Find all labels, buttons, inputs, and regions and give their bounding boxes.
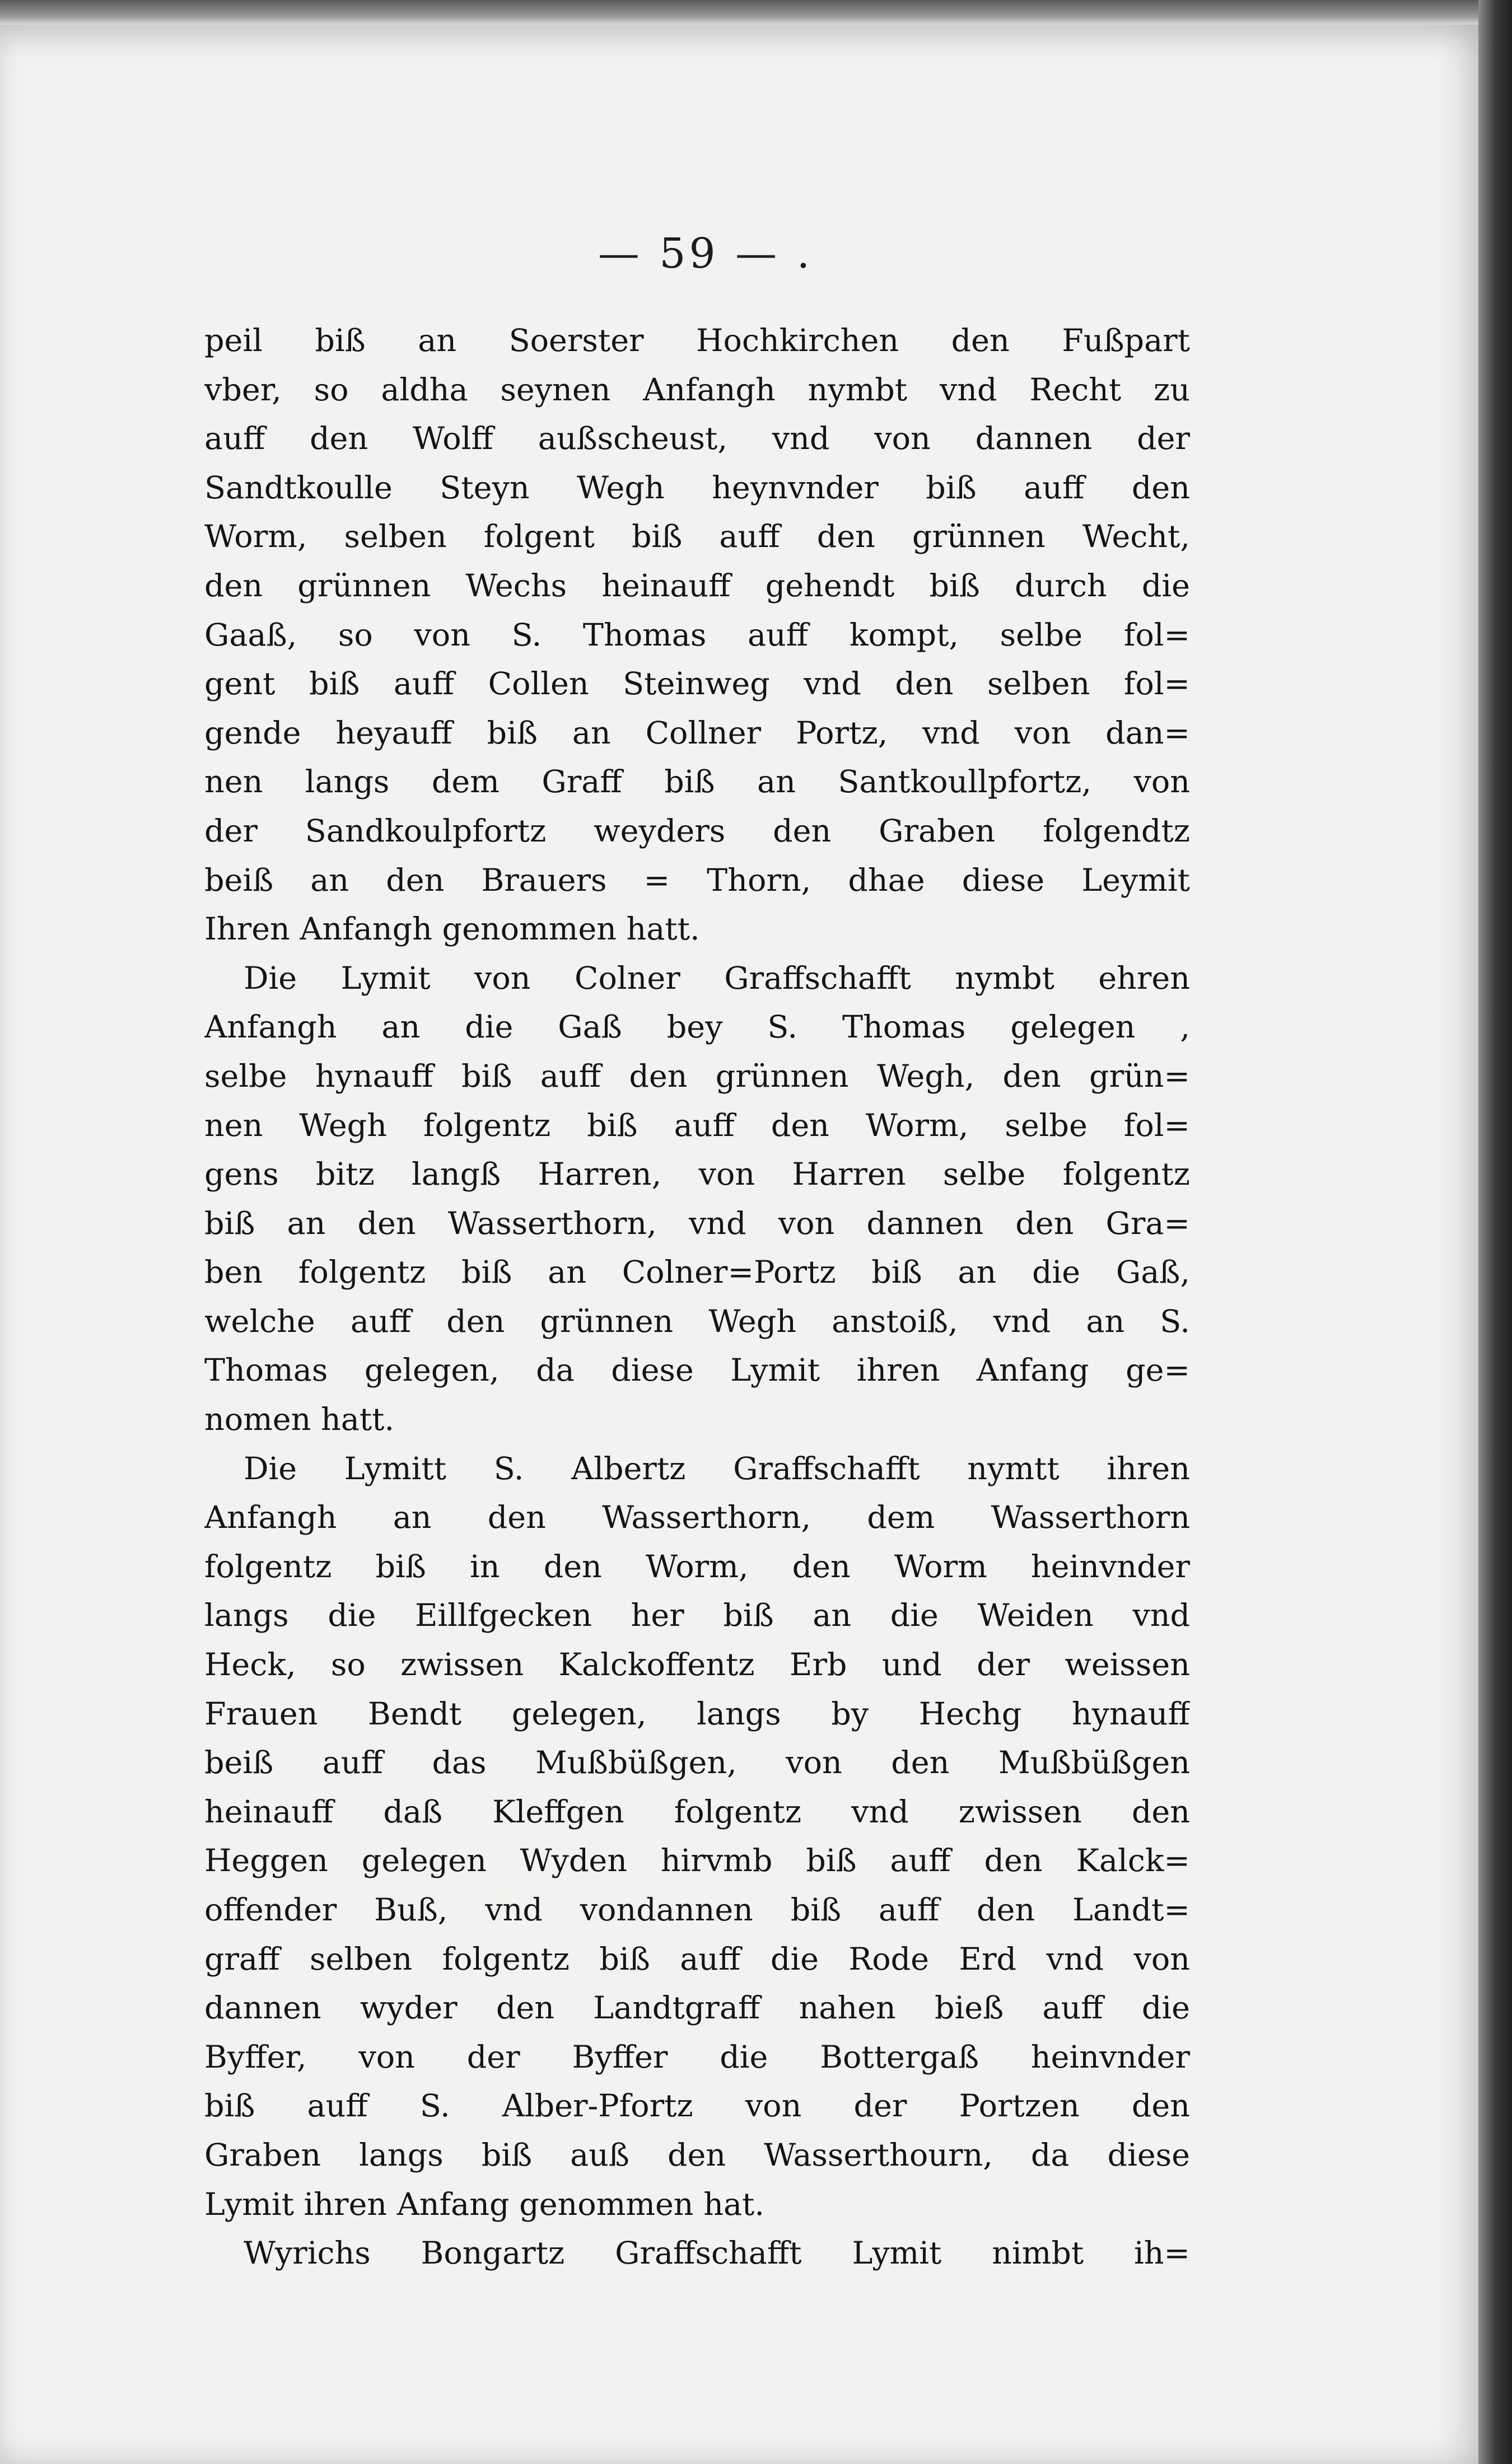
- text-line: Anfangh an den Wasserthorn, dem Wasserthorn: [204, 1499, 1190, 1536]
- text-line: Graben langs biß auß den Wasserthourn, da diese: [204, 2136, 1190, 2173]
- text-line: ben folgentz biß an Colner=Portz biß an die Gaß,: [204, 1254, 1190, 1291]
- text-line: folgentz biß in den Worm, den Worm heinvnder: [204, 1548, 1190, 1585]
- text-line: auff den Wolff außscheust, vnd von dannen der: [204, 420, 1190, 457]
- text-line: beiß auff das Mußbüßgen, von den Mußbüßgen: [204, 1745, 1190, 1782]
- scan-right-edge: [1478, 0, 1512, 2464]
- text-line-paragraph-end: Ihren Anfangh genommen hatt.: [204, 911, 700, 948]
- text-line: gent biß auff Collen Steinweg vnd den selben fol=: [204, 666, 1190, 703]
- text-line: Thomas gelegen, da diese Lymit ihren Anfang ge=: [204, 1352, 1190, 1389]
- text-line-paragraph-end: nomen hatt.: [204, 1401, 395, 1438]
- text-line: biß an den Wasserthorn, vnd von dannen den Gra=: [204, 1205, 1190, 1242]
- text-line: biß auff S. Alber-Pfortz von der Portzen den: [204, 2088, 1190, 2125]
- text-line: Heck, so zwissen Kalckoffentz Erb und der weissen: [204, 1647, 1190, 1684]
- text-line: langs die Eillfgecken her biß an die Weiden vnd: [204, 1597, 1190, 1634]
- text-line: Anfangh an die Gaß bey S. Thomas gelegen ,: [204, 1009, 1190, 1046]
- text-line-paragraph-start: Wyrichs Bongartz Graffschafft Lymit nimbt ih=: [244, 2235, 1190, 2272]
- text-line-paragraph-end: Lymit ihren Anfang genommen hat.: [204, 2186, 764, 2223]
- text-line: Worm, selben folgent biß auff den grünnen Wecht,: [204, 518, 1190, 555]
- text-line: beiß an den Brauers = Thorn, dhae diese Leymit: [204, 862, 1190, 899]
- text-line: Gaaß, so von S. Thomas auff kompt, selbe fol=: [204, 616, 1190, 653]
- text-line: der Sandkoulpfortz weyders den Graben folgendtz: [204, 812, 1190, 849]
- text-line: selbe hynauff biß auff den grünnen Wegh, den grün=: [204, 1058, 1190, 1095]
- body-text: [204, 316, 1190, 2278]
- page-number: — 59 — .: [598, 230, 814, 278]
- text-line: Sandtkoulle Steyn Wegh heynvnder biß auff den: [204, 469, 1190, 506]
- text-line-paragraph-start: Die Lymitt S. Albertz Graffschafft nymtt ihren: [244, 1450, 1190, 1487]
- text-line: graff selben folgentz biß auff die Rode Erd vnd von: [204, 1941, 1190, 1977]
- text-line: peil biß an Soerster Hochkirchen den Fußpart: [204, 322, 1190, 359]
- text-line: nen Wegh folgentz biß auff den Worm, selbe fol=: [204, 1107, 1190, 1144]
- text-line: gende heyauff biß an Collner Portz, vnd von dan=: [204, 714, 1190, 751]
- text-line: vber, so aldha seynen Anfangh nymbt vnd Recht zu: [204, 371, 1190, 408]
- text-line: den grünnen Wechs heinauff gehendt biß durch die: [204, 567, 1190, 604]
- text-line: gens bitz langß Harren, von Harren selbe folgentz: [204, 1156, 1190, 1193]
- text-line: heinauff daß Kleffgen folgentz vnd zwissen den: [204, 1793, 1190, 1830]
- text-line-paragraph-start: Die Lymit von Colner Graffschafft nymbt ehren: [244, 960, 1190, 997]
- text-line: Frauen Bendt gelegen, langs by Hechg hynauff: [204, 1695, 1190, 1732]
- text-line: Byffer, von der Byffer die Bottergaß heinvnder: [204, 2038, 1190, 2075]
- text-line: nen langs dem Graff biß an Santkoullpfortz, von: [204, 764, 1190, 801]
- text-line: Heggen gelegen Wyden hirvmb biß auff den Kalck=: [204, 1843, 1190, 1879]
- scan-top-edge: [0, 0, 1512, 25]
- text-line: welche auff den grünnen Wegh anstoiß, vnd an S.: [204, 1303, 1190, 1340]
- text-line: offender Buß, vnd vondannen biß auff den Landt=: [204, 1892, 1190, 1928]
- text-line: dannen wyder den Landtgraff nahen bieß auff die: [204, 1990, 1190, 2027]
